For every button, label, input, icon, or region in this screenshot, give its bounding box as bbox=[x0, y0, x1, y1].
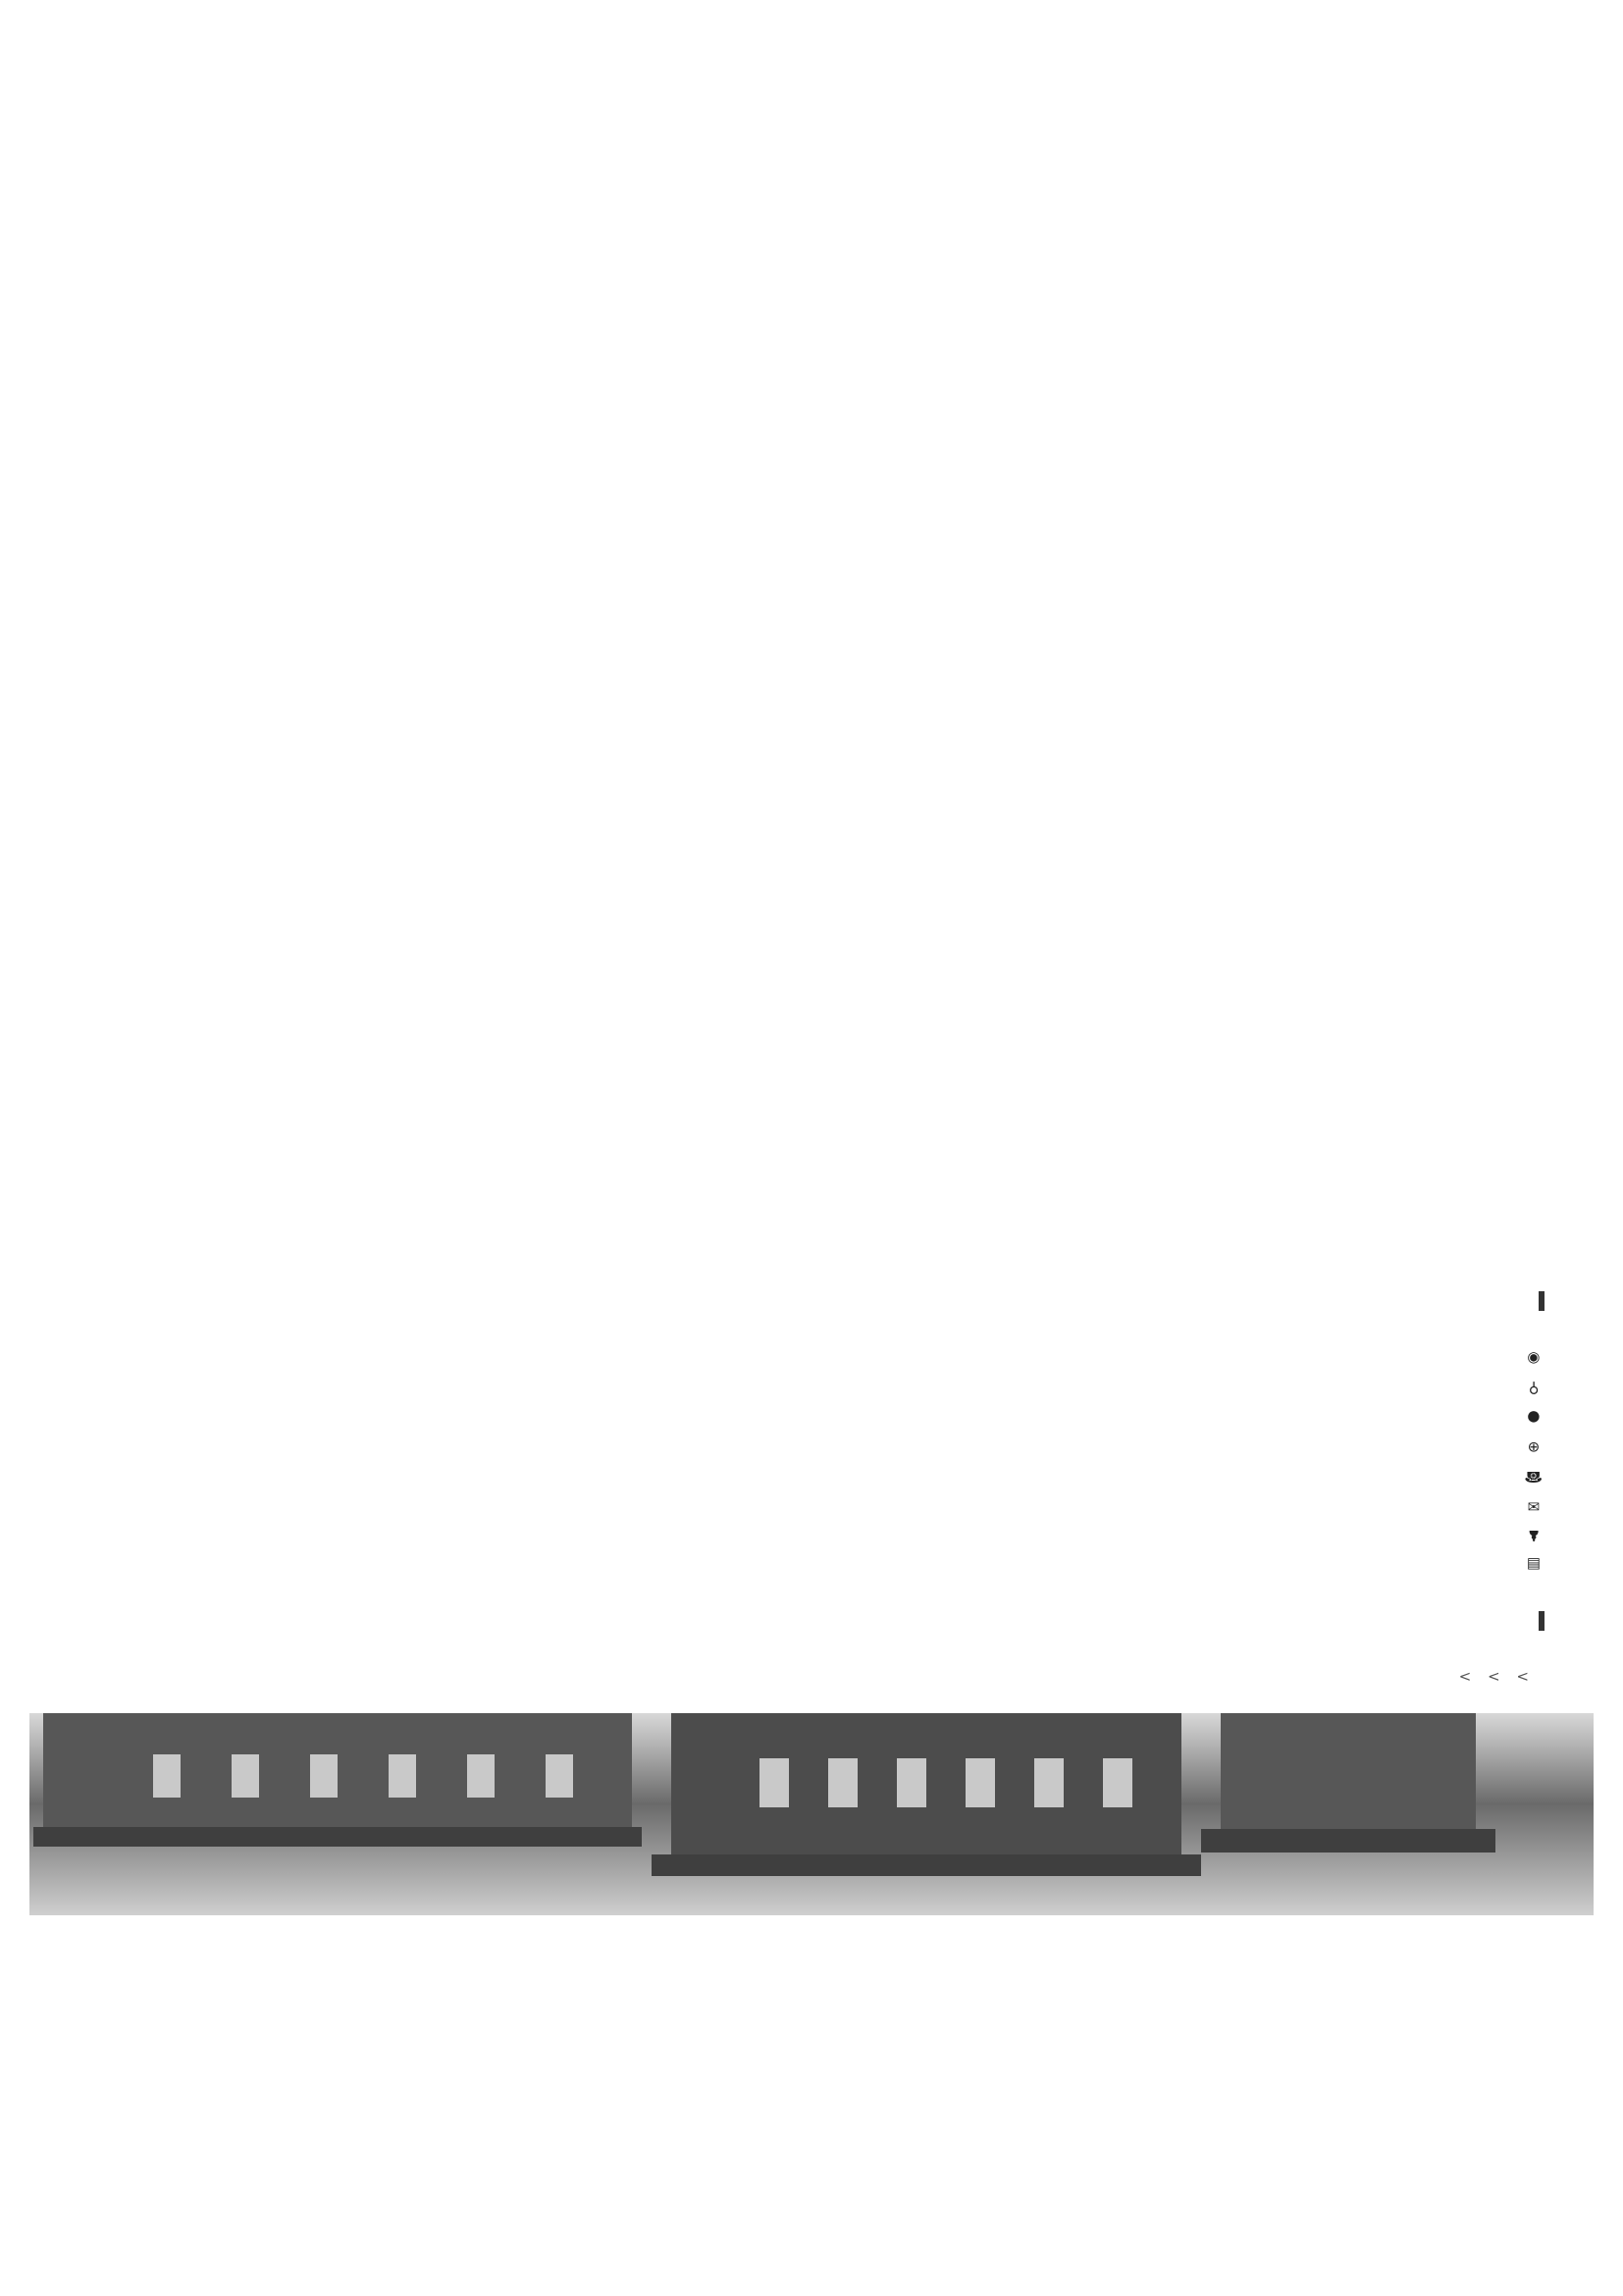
globe-icon: ⊕ bbox=[1527, 1438, 1541, 1456]
envelope-icon: ✉ bbox=[1527, 1497, 1541, 1515]
pin-icon: ⚲ bbox=[1528, 1380, 1540, 1397]
location-icon: ● bbox=[1527, 1409, 1541, 1427]
breadcrumb: > > > bbox=[1458, 1668, 1529, 1686]
user-icon: ♟ bbox=[1527, 1527, 1541, 1544]
id-card-icon: ▤ bbox=[1526, 1556, 1542, 1574]
marker-icon: ◉ bbox=[1527, 1350, 1541, 1368]
fax-icon: ☎ bbox=[1524, 1468, 1543, 1486]
